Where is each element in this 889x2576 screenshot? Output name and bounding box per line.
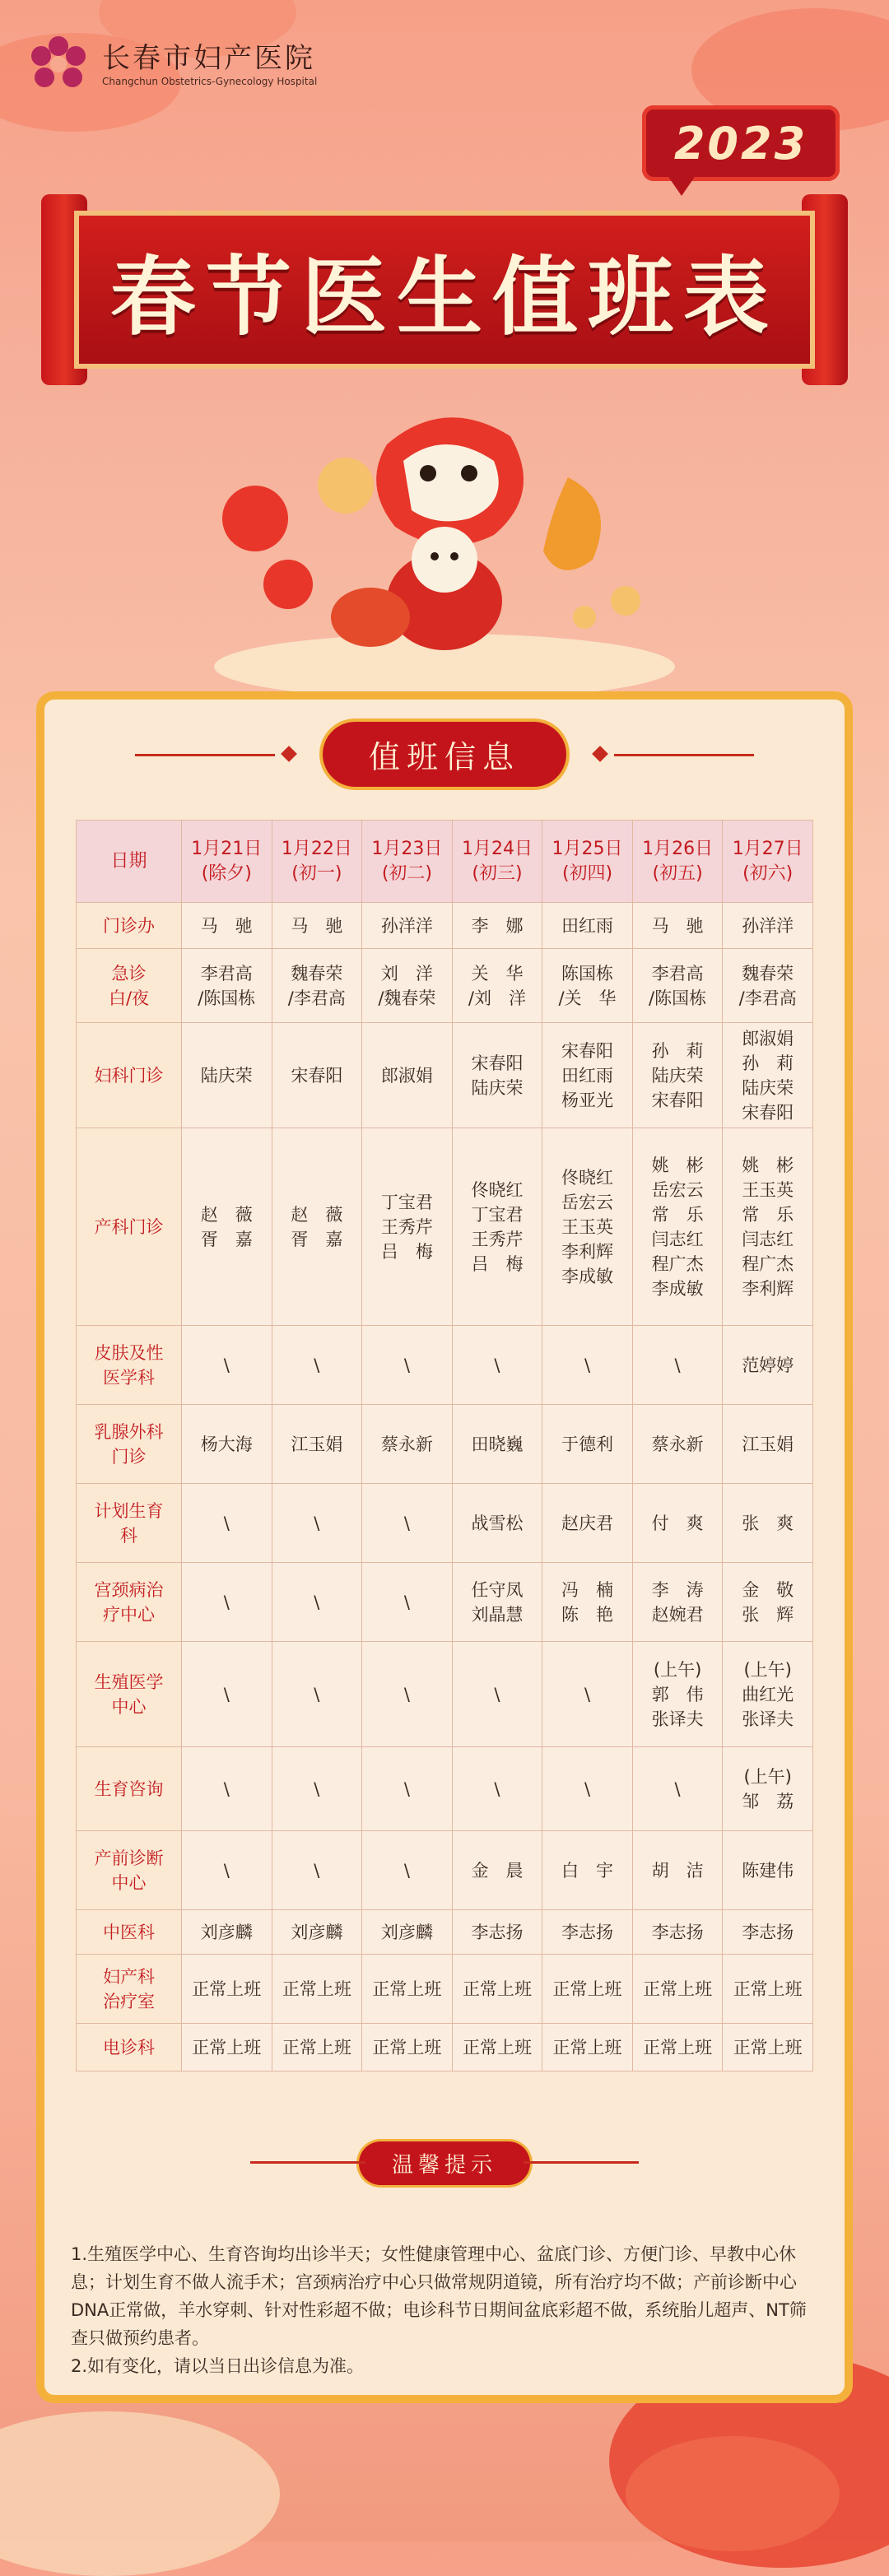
duty-cell — [182, 1955, 272, 2024]
department-label: 电诊科 — [103, 2037, 155, 2058]
duty-cell — [182, 1831, 272, 1910]
doctor-names: 冯 楠 陈 艳 — [561, 1579, 614, 1625]
doctor-names: \ — [314, 1684, 320, 1704]
doctor-names: 陆庆荣 — [200, 1065, 253, 1086]
duty-cell — [632, 1405, 723, 1484]
doctor-names: \ — [314, 1355, 320, 1375]
department-label: 妇科门诊 — [94, 1065, 164, 1086]
department-label: 急诊 白/夜 — [108, 963, 150, 1008]
date-label: 1月23日 — [371, 838, 443, 859]
duty-cell — [723, 1831, 813, 1910]
duty-cell — [362, 1326, 453, 1405]
doctor-names: 范婷婷 — [742, 1355, 794, 1375]
holiday-label: (初四) — [561, 863, 613, 884]
duty-cell — [723, 1484, 813, 1563]
duty-cell — [723, 1747, 813, 1831]
doctor-names: \ — [314, 1779, 320, 1799]
doctor-names: 李志扬 — [651, 1922, 704, 1942]
table-row — [77, 1484, 813, 1563]
doctor-names: 孙洋洋 — [380, 915, 433, 936]
duty-cell — [452, 1128, 542, 1326]
doctor-names: \ — [223, 1355, 230, 1375]
duty-cell — [182, 949, 272, 1023]
duty-cell — [542, 1642, 633, 1747]
doctor-names: 孙 莉 陆庆荣 宋春阳 — [651, 1040, 704, 1110]
duty-cell — [542, 949, 633, 1023]
duty-cell — [632, 1484, 723, 1563]
doctor-names: 正常上班 — [192, 2037, 262, 2058]
duty-cell — [452, 1563, 542, 1642]
duty-cell — [272, 1910, 362, 1955]
duty-cell — [452, 1831, 542, 1910]
date-header — [632, 821, 723, 903]
duty-cell — [362, 1484, 453, 1563]
doctor-names: 孙洋洋 — [742, 915, 794, 936]
diamond-icon — [592, 746, 608, 762]
doctor-names: 郎淑娟 — [380, 1065, 433, 1086]
department-cell — [77, 1955, 182, 2024]
doctor-names: 胡 洁 — [651, 1860, 704, 1881]
duty-cell — [632, 1831, 723, 1910]
doctor-names: 宋春阳 田红雨 杨亚光 — [561, 1040, 614, 1110]
duty-cell — [723, 1642, 813, 1747]
doctor-names: 李志扬 — [742, 1922, 794, 1942]
duty-cell — [452, 1955, 542, 2024]
doctor-names: \ — [314, 1860, 320, 1881]
tip-paragraph: 2.如有变化，请以当日出诊信息为准。 — [71, 2356, 365, 2376]
doctor-names: 正常上班 — [643, 1978, 713, 1999]
duty-cell — [272, 2024, 362, 2071]
table-row — [77, 1023, 813, 1128]
doctor-names: 郎淑娟 孙 莉 陆庆荣 宋春阳 — [742, 1028, 794, 1123]
doctor-names: 刘彦麟 — [380, 1922, 433, 1942]
doctor-names: 田晓巍 — [471, 1434, 524, 1454]
doctor-names: 马 驰 — [291, 915, 343, 936]
doctor-names: 丁宝君 王秀芹 吕 梅 — [380, 1192, 433, 1262]
doctor-names: 马 驰 — [200, 915, 253, 936]
flower-logo-icon — [25, 31, 92, 99]
department-cell — [77, 1563, 182, 1642]
duty-cell — [542, 1405, 633, 1484]
duty-cell — [362, 1563, 453, 1642]
duty-cell — [362, 903, 453, 949]
year-badge-tail — [667, 174, 696, 196]
duty-cell — [182, 1563, 272, 1642]
duty-cell — [272, 1831, 362, 1910]
department-label: 门诊办 — [103, 915, 155, 936]
duty-cell — [632, 1023, 723, 1128]
doctor-names: 佟晓红 岳宏云 王玉英 李利辉 李成敏 — [561, 1167, 614, 1286]
doctor-names: 刘彦麟 — [200, 1922, 253, 1942]
duty-cell — [272, 903, 362, 949]
duty-cell — [632, 903, 723, 949]
duty-cell — [723, 949, 813, 1023]
duty-cell — [632, 1642, 723, 1747]
doctor-names: 刘 洋 /魏春荣 — [378, 963, 436, 1008]
department-label: 皮肤及性 医学科 — [94, 1342, 164, 1388]
lion-dance-mascot-icon — [198, 395, 691, 691]
duty-cell — [723, 1563, 813, 1642]
doctor-names: \ — [223, 1684, 230, 1704]
doctor-names: 姚 彬 王玉英 常 乐 闫志红 程广杰 李利辉 — [742, 1155, 794, 1299]
hospital-logo — [25, 31, 317, 99]
doctor-names: \ — [584, 1355, 591, 1375]
diamond-icon — [281, 746, 297, 762]
duty-cell — [362, 1831, 453, 1910]
department-label: 生育咨询 — [94, 1779, 164, 1799]
duty-cell — [272, 1484, 362, 1563]
doctor-names: 张 爽 — [742, 1513, 794, 1533]
department-cell — [77, 1642, 182, 1747]
department-cell — [77, 1023, 182, 1128]
doctor-names: \ — [403, 1513, 410, 1533]
duty-cell — [182, 2024, 272, 2071]
doctor-names: 战雪松 — [471, 1513, 524, 1533]
duty-cell — [542, 1326, 633, 1405]
doctor-names: 正常上班 — [372, 2037, 442, 2058]
department-cell — [77, 1128, 182, 1326]
department-cell — [77, 1831, 182, 1910]
doctor-names: \ — [314, 1592, 320, 1612]
cloud-decoration — [626, 2436, 840, 2551]
doctor-names: 任守凤 刘晶慧 — [471, 1579, 524, 1625]
doctor-names: (上午) 曲红光 张译夫 — [742, 1659, 794, 1729]
doctor-names: 李君高 /陈国栋 — [649, 963, 707, 1008]
duty-cell — [723, 1955, 813, 2024]
doctor-names: 正常上班 — [192, 1978, 262, 1999]
table-header-row — [77, 821, 813, 903]
department-cell — [77, 1484, 182, 1563]
doctor-names: 关 华 /刘 洋 — [468, 963, 526, 1008]
duty-cell — [723, 1405, 813, 1484]
duty-cell — [452, 1910, 542, 1955]
doctor-names: 李 娜 — [471, 915, 524, 936]
doctor-names: \ — [403, 1592, 410, 1612]
tips-header — [44, 2138, 845, 2188]
doctor-names: \ — [494, 1684, 500, 1704]
department-label: 乳腺外科 门诊 — [94, 1421, 164, 1467]
date-header — [362, 821, 453, 903]
title-scroll — [41, 194, 848, 385]
doctor-names: 正常上班 — [282, 1978, 351, 1999]
date-header — [452, 821, 542, 903]
doctor-names: 付 爽 — [651, 1513, 704, 1533]
doctor-names: \ — [403, 1355, 410, 1375]
department-cell — [77, 2024, 182, 2071]
duty-cell — [272, 1563, 362, 1642]
department-cell — [77, 1910, 182, 1955]
table-row — [77, 1955, 813, 2024]
table-row — [77, 1326, 813, 1405]
doctor-names: \ — [223, 1860, 230, 1881]
date-label: 1月27日 — [732, 838, 803, 859]
duty-cell — [723, 1910, 813, 1955]
doctor-names: 正常上班 — [643, 2037, 713, 2058]
duty-cell — [542, 1484, 633, 1563]
duty-cell — [452, 1747, 542, 1831]
duty-cell — [272, 1405, 362, 1484]
cloud-decoration — [0, 2411, 280, 2576]
doctor-names: 田红雨 — [561, 915, 614, 936]
doctor-names: 江玉娟 — [742, 1434, 794, 1454]
duty-cell — [182, 1747, 272, 1831]
department-label: 产科门诊 — [94, 1216, 164, 1237]
duty-cell — [362, 1405, 453, 1484]
duty-cell — [542, 1128, 633, 1326]
doctor-names: 赵 薇 胥 嘉 — [200, 1204, 253, 1249]
duty-cell — [542, 1831, 633, 1910]
doctor-names: 佟晓红 丁宝君 王秀芹 吕 梅 — [471, 1179, 524, 1274]
table-row — [77, 1563, 813, 1642]
duty-cell — [272, 1955, 362, 2024]
date-label: 1月25日 — [552, 838, 623, 859]
duty-cell — [542, 1955, 633, 2024]
year-badge: 2023 — [642, 105, 840, 181]
duty-cell — [452, 1484, 542, 1563]
duty-cell — [542, 2024, 633, 2071]
duty-cell — [632, 1563, 723, 1642]
doctor-names: 金 敬 张 辉 — [742, 1579, 794, 1625]
section-header — [44, 721, 845, 787]
divider — [524, 2161, 639, 2164]
duty-cell — [182, 903, 272, 949]
date-label: 1月26日 — [642, 838, 714, 859]
date-label: 1月21日 — [191, 838, 263, 859]
doctor-names: 魏春荣 /李君高 — [738, 963, 797, 1008]
tips-title: 温馨提示 — [359, 2141, 530, 2185]
duty-cell — [632, 1326, 723, 1405]
duty-cell — [272, 1747, 362, 1831]
doctor-names: \ — [494, 1355, 500, 1375]
doctor-names: 赵 薇 胥 嘉 — [291, 1204, 343, 1249]
duty-cell — [182, 1910, 272, 1955]
tips-text — [71, 2240, 818, 2380]
duty-cell — [182, 1484, 272, 1563]
doctor-names: 江玉娟 — [291, 1434, 343, 1454]
doctor-names: 宋春阳 陆庆荣 — [471, 1053, 524, 1098]
doctor-names: 杨大海 — [200, 1434, 253, 1454]
duty-cell — [723, 1326, 813, 1405]
doctor-names: \ — [223, 1779, 230, 1799]
doctor-names: 马 驰 — [651, 915, 704, 936]
doctor-names: \ — [403, 1860, 410, 1881]
duty-cell — [182, 1642, 272, 1747]
doctor-names: (上午) 邹 荔 — [742, 1766, 794, 1811]
doctor-names: \ — [314, 1513, 320, 1533]
table-row — [77, 1642, 813, 1747]
duty-cell — [362, 1642, 453, 1747]
duty-cell — [542, 1910, 633, 1955]
table-row — [77, 1910, 813, 1955]
page-title: 春节医生值班表 — [109, 246, 779, 347]
doctor-names: 赵庆君 — [561, 1513, 614, 1533]
duty-cell — [362, 1955, 453, 2024]
doctor-names: 宋春阳 — [291, 1065, 343, 1086]
holiday-label: (初六) — [742, 863, 794, 884]
doctor-names: 蔡永新 — [651, 1434, 704, 1454]
table-row — [77, 1831, 813, 1910]
table-row — [77, 1405, 813, 1484]
holiday-label: (初一) — [291, 863, 342, 884]
duty-cell — [362, 1023, 453, 1128]
doctor-names: \ — [584, 1779, 591, 1799]
doctor-names: 正常上班 — [372, 1978, 442, 1999]
duty-cell — [182, 1128, 272, 1326]
department-cell — [77, 903, 182, 949]
duty-cell — [542, 1747, 633, 1831]
duty-cell — [452, 903, 542, 949]
divider — [614, 754, 754, 756]
section-title: 值班信息 — [323, 722, 566, 787]
doctor-names: (上午) 郭 伟 张译夫 — [651, 1659, 704, 1729]
doctor-names: \ — [674, 1355, 681, 1375]
duty-cell — [182, 1023, 272, 1128]
doctor-names: 李志扬 — [561, 1922, 614, 1942]
date-label: 1月24日 — [461, 838, 533, 859]
title-banner — [74, 211, 815, 369]
doctor-names: \ — [674, 1779, 681, 1799]
date-header — [182, 821, 272, 903]
doctor-names: 正常上班 — [733, 1978, 803, 1999]
date-header-label: 日期 — [77, 821, 182, 903]
hospital-name-en: Changchun Obstetrics-Gynecology Hospital — [102, 76, 318, 87]
duty-cell — [723, 2024, 813, 2071]
department-label: 计划生育 科 — [94, 1500, 164, 1546]
duty-cell — [362, 949, 453, 1023]
doctor-names: 魏春荣 /李君高 — [287, 963, 346, 1008]
doctor-names: \ — [584, 1684, 591, 1704]
duty-cell — [272, 949, 362, 1023]
duty-cell — [723, 1128, 813, 1326]
duty-cell — [632, 1955, 723, 2024]
duty-cell — [632, 1910, 723, 1955]
duty-table — [76, 820, 813, 2071]
duty-cell — [362, 2024, 453, 2071]
department-label: 宫颈病治 疗中心 — [94, 1579, 164, 1625]
doctor-names: 陈国栋 /关 华 — [558, 963, 617, 1008]
department-cell — [77, 1747, 182, 1831]
duty-cell — [452, 1405, 542, 1484]
duty-cell — [632, 1747, 723, 1831]
duty-cell — [542, 1023, 633, 1128]
duty-cell — [542, 903, 633, 949]
duty-cell — [362, 1747, 453, 1831]
date-header — [542, 821, 633, 903]
table-row — [77, 949, 813, 1023]
table-row — [77, 2024, 813, 2071]
doctor-names: 正常上班 — [552, 2037, 622, 2058]
doctor-names: 正常上班 — [462, 2037, 532, 2058]
doctor-names: \ — [223, 1592, 230, 1612]
duty-cell — [723, 1023, 813, 1128]
doctor-names: 金 晨 — [471, 1860, 524, 1881]
duty-cell — [272, 1642, 362, 1747]
duty-cell — [723, 903, 813, 949]
duty-cell — [452, 2024, 542, 2071]
date-header — [723, 821, 813, 903]
doctor-names: \ — [403, 1779, 410, 1799]
duty-cell — [272, 1023, 362, 1128]
doctor-names: \ — [494, 1779, 500, 1799]
duty-cell — [542, 1563, 633, 1642]
doctor-names: 刘彦麟 — [291, 1922, 343, 1942]
duty-cell — [632, 949, 723, 1023]
date-header — [272, 821, 362, 903]
hospital-name-cn: 长春市妇产医院 — [102, 42, 315, 75]
duty-cell — [632, 1128, 723, 1326]
department-cell — [77, 949, 182, 1023]
department-cell — [77, 1405, 182, 1484]
doctor-names: 姚 彬 岳宏云 常 乐 闫志红 程广杰 李成敏 — [651, 1155, 704, 1299]
doctor-names: 于德利 — [561, 1434, 614, 1454]
duty-cell — [182, 1405, 272, 1484]
department-label: 中医科 — [103, 1922, 155, 1942]
doctor-names: 正常上班 — [462, 1978, 532, 1999]
date-label: 1月22日 — [281, 838, 352, 859]
department-cell — [77, 1326, 182, 1405]
doctor-names: 陈建伟 — [742, 1860, 794, 1881]
doctor-names: 正常上班 — [552, 1978, 622, 1999]
department-label: 妇产科 治疗室 — [103, 1966, 155, 2011]
doctor-names: 白 宇 — [561, 1860, 614, 1881]
duty-cell — [362, 1128, 453, 1326]
doctor-names: 李君高 /陈国栋 — [198, 963, 256, 1008]
divider — [250, 2161, 365, 2164]
duty-cell — [272, 1326, 362, 1405]
department-label: 生殖医学 中心 — [94, 1672, 164, 1717]
duty-panel — [36, 691, 853, 2403]
duty-cell — [632, 2024, 723, 2071]
tip-paragraph: 1.生殖医学中心、生育咨询均出诊半天；女性健康管理中心、盆底门诊、方便门诊、早教中心休息；计划生育不做人流手术；宫颈病治疗中心只做常规阴道镜，所有治疗均不做；产前诊断中心DNA正常做，羊水穿刺、针对性彩超不做；电诊科节日期间盆底彩超不做，系统胎儿超声、NT筛查只做预约患者。 — [71, 2244, 807, 2348]
doctor-names: \ — [223, 1513, 230, 1533]
table-row — [77, 1747, 813, 1831]
table-row — [77, 903, 813, 949]
table-row — [77, 1128, 813, 1326]
doctor-names: 正常上班 — [282, 2037, 351, 2058]
doctor-names: \ — [403, 1684, 410, 1704]
duty-cell — [452, 1326, 542, 1405]
duty-cell — [272, 1128, 362, 1326]
department-label: 产前诊断 中心 — [94, 1848, 164, 1893]
duty-cell — [452, 949, 542, 1023]
duty-cell — [452, 1642, 542, 1747]
holiday-label: (初三) — [472, 863, 523, 884]
doctor-names: 蔡永新 — [380, 1434, 433, 1454]
duty-cell — [182, 1326, 272, 1405]
holiday-label: (初二) — [381, 863, 432, 884]
doctor-names: 李志扬 — [471, 1922, 524, 1942]
duty-cell — [452, 1023, 542, 1128]
duty-cell — [362, 1910, 453, 1955]
doctor-names: 李 涛 赵婉君 — [651, 1579, 704, 1625]
divider — [135, 754, 275, 756]
holiday-label: (除夕) — [201, 863, 252, 884]
holiday-label: (初五) — [652, 863, 703, 884]
doctor-names: 正常上班 — [733, 2037, 803, 2058]
